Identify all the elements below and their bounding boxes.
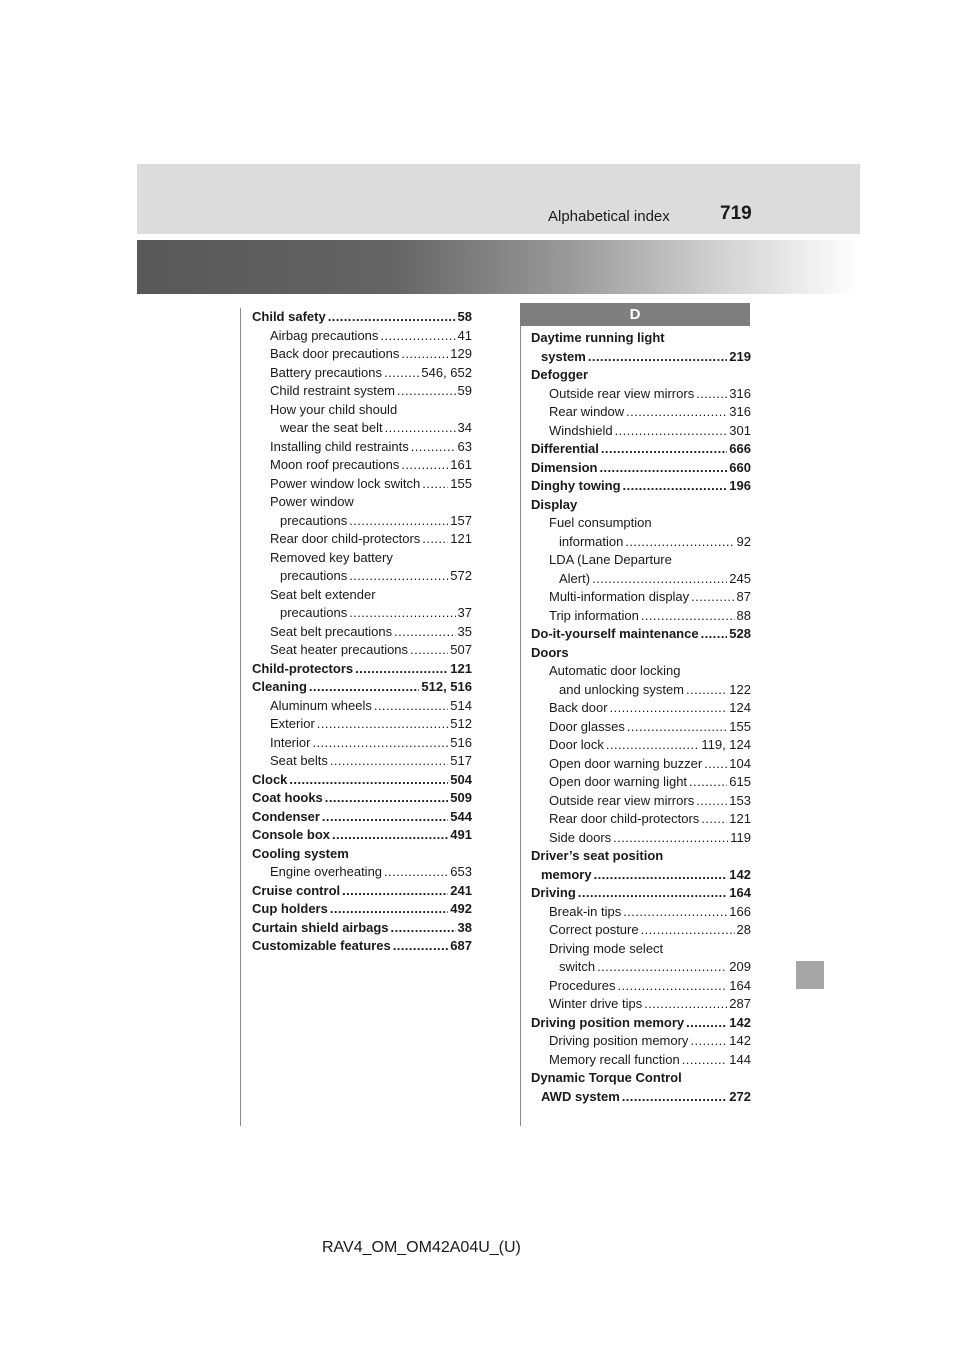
index-entry: [252, 845, 472, 864]
index-entry: [531, 570, 751, 589]
leader-dots: [689, 773, 727, 792]
index-term: Airbag precautions: [270, 327, 379, 343]
index-entry: [252, 604, 472, 623]
leader-dots: [289, 771, 448, 790]
index-page-ref: 122: [729, 681, 751, 697]
index-term: Open door warning light: [549, 774, 688, 789]
index-entry: [252, 641, 472, 660]
index-term: Driving mode select: [549, 940, 664, 956]
index-page-ref: 666: [729, 441, 751, 456]
index-entry: [531, 533, 751, 552]
index-entry: [252, 771, 472, 790]
index-entry: [252, 678, 472, 697]
index-page-ref: 155: [450, 475, 472, 491]
leader-dots: [617, 977, 727, 996]
index-term: Do-it-yourself maintenance: [531, 626, 699, 641]
index-entry: [531, 792, 751, 811]
index-page-ref: 121: [450, 531, 472, 546]
index-term: Clock: [252, 771, 288, 787]
index-term: Moon roof precautions: [270, 457, 400, 472]
leader-dots: [342, 882, 448, 901]
leader-dots: [325, 789, 449, 808]
leader-dots: [641, 607, 735, 626]
index-entry: [252, 549, 472, 568]
index-entry: [252, 660, 472, 679]
index-entry: [531, 625, 751, 644]
index-page-ref: 119, 124: [701, 737, 751, 752]
index-term: switch: [559, 959, 596, 974]
index-entry: [531, 940, 751, 959]
leader-dots: [704, 755, 727, 774]
leader-dots: [615, 422, 728, 441]
section-side-tab: [796, 961, 824, 989]
index-page-ref: 509: [450, 790, 472, 805]
index-entry: [252, 715, 472, 734]
index-page-ref: 166: [729, 903, 751, 919]
index-page-ref: 121: [729, 811, 751, 826]
index-entry: [252, 808, 472, 827]
index-entry: [531, 1069, 751, 1088]
index-entry: [252, 937, 472, 956]
index-page-ref: 514: [450, 697, 472, 713]
index-page-ref: 507: [450, 642, 472, 657]
index-term: Door lock: [549, 737, 604, 752]
index-entry: [252, 530, 472, 549]
index-entry: [531, 718, 751, 737]
index-term: Seat belt extender: [270, 586, 376, 602]
index-entry: [531, 810, 751, 829]
index-term: Battery precautions: [270, 364, 383, 380]
leader-dots: [411, 438, 456, 457]
index-page-ref: 59: [457, 383, 472, 398]
index-page-ref: 301: [729, 422, 751, 438]
index-page-ref: 272: [729, 1088, 751, 1104]
index-term: Outside rear view mirrors: [549, 792, 695, 808]
leader-dots: [592, 570, 727, 589]
index-term: LDA (Lane Departure: [549, 552, 672, 567]
index-page-ref: 157: [450, 512, 472, 528]
index-term: Dinghy towing: [531, 478, 621, 493]
leader-dots: [401, 345, 448, 364]
index-entry: [531, 348, 751, 367]
leader-dots: [401, 456, 448, 475]
index-entry: [252, 623, 472, 642]
index-page-ref: 119: [730, 829, 751, 845]
index-entry: [531, 662, 751, 681]
index-page-ref: 88: [736, 607, 751, 623]
index-page-ref: 516: [450, 734, 472, 750]
index-page-ref: 512: [450, 716, 472, 731]
index-entry: [252, 826, 472, 845]
leader-dots: [330, 752, 448, 771]
header-title: Alphabetical index: [548, 208, 670, 225]
leader-dots: [410, 641, 448, 660]
index-entry: [252, 475, 472, 494]
index-entry: [531, 514, 751, 533]
leader-dots: [380, 327, 455, 346]
index-page-ref: 615: [729, 774, 751, 789]
index-entry: [531, 1032, 751, 1051]
index-entry: [531, 921, 751, 940]
index-entry: [252, 345, 472, 364]
index-term: precautions: [280, 512, 348, 528]
index-term: and unlocking system: [559, 681, 685, 697]
leader-dots: [397, 382, 456, 401]
leader-dots: [332, 826, 448, 845]
index-term: Rear door child-protectors: [549, 811, 700, 826]
header-gradient-bar: [137, 240, 860, 294]
index-term: Console box: [252, 827, 331, 842]
index-term: Removed key battery: [270, 549, 393, 565]
index-term: Cruise control: [252, 882, 341, 898]
leader-dots: [317, 715, 449, 734]
index-term: Cup holders: [252, 901, 328, 916]
index-page-ref: 512, 516: [421, 679, 472, 694]
index-term: Child safety: [252, 309, 326, 324]
leader-dots: [606, 736, 699, 755]
index-entry: [531, 551, 751, 570]
index-page-ref: 155: [729, 718, 751, 734]
index-term: Automatic door locking: [549, 663, 681, 678]
leader-dots: [701, 810, 727, 829]
leader-dots: [597, 958, 727, 977]
index-page-ref: 124: [729, 700, 751, 715]
index-page-ref: 34: [457, 420, 472, 435]
index-term: memory: [541, 866, 592, 882]
index-term: Winter drive tips: [549, 996, 643, 1011]
index-page-ref: 316: [729, 404, 751, 419]
index-entry: [531, 755, 751, 774]
middle-column-rule: [520, 308, 521, 1126]
index-term: Trip information: [549, 607, 639, 623]
index-entry: [252, 456, 472, 475]
index-term: Door glasses: [549, 718, 625, 734]
leader-dots: [349, 567, 448, 586]
index-entry: [252, 900, 472, 919]
leader-dots: [588, 348, 727, 367]
index-page-ref: 660: [729, 459, 751, 475]
index-term: Rear window: [549, 404, 625, 419]
index-page-ref: 517: [450, 753, 472, 768]
index-page-ref: 492: [450, 901, 472, 916]
leader-dots: [309, 678, 419, 697]
index-entry: [252, 512, 472, 531]
leader-dots: [696, 385, 727, 404]
index-term: Customizable features: [252, 938, 391, 953]
index-entry: [252, 882, 472, 901]
index-term: Dynamic Torque Control: [531, 1070, 682, 1085]
leader-dots: [330, 900, 448, 919]
index-page-ref: 316: [729, 385, 751, 401]
index-term: Correct posture: [549, 922, 639, 937]
index-term: system: [541, 348, 586, 364]
index-term: Driver’s seat position: [531, 848, 664, 863]
index-term: Power window: [270, 494, 354, 509]
index-entry: [531, 459, 751, 478]
leader-dots: [626, 403, 727, 422]
leader-dots: [384, 364, 419, 383]
index-term: Seat belt precautions: [270, 623, 393, 639]
index-entry: [531, 681, 751, 700]
index-entry: [531, 477, 751, 496]
index-term: Multi-information display: [549, 589, 690, 604]
index-term: Procedures: [549, 977, 616, 993]
index-page-ref: 196: [729, 478, 751, 493]
index-page-ref: 245: [729, 570, 751, 586]
leader-dots: [393, 937, 449, 956]
index-page-ref: 528: [729, 626, 751, 641]
index-term: precautions: [280, 605, 348, 620]
index-entry: [531, 496, 751, 515]
index-page-ref: 38: [457, 919, 472, 935]
leader-dots: [623, 477, 728, 496]
index-term: Aluminum wheels: [270, 697, 372, 713]
index-page-ref: 142: [729, 1033, 751, 1048]
index-page-ref: 104: [729, 755, 751, 771]
index-page-ref: 687: [450, 938, 472, 953]
index-page-ref: 58: [457, 309, 472, 324]
index-page-ref: 161: [450, 457, 472, 472]
left-column-rule: [240, 308, 241, 1126]
index-entry: [531, 1088, 751, 1107]
index-page-ref: 87: [736, 589, 751, 604]
leader-dots: [349, 604, 455, 623]
index-entry: [531, 736, 751, 755]
index-entry: [252, 401, 472, 420]
index-term: Daytime running light: [531, 330, 665, 345]
index-entry: [531, 644, 751, 663]
index-entry: [531, 699, 751, 718]
index-term: Dimension: [531, 459, 598, 475]
index-entry: [252, 567, 472, 586]
index-page-ref: 287: [729, 996, 751, 1011]
index-term: Exterior: [270, 716, 315, 731]
index-term: information: [559, 533, 624, 549]
index-entry: [252, 752, 472, 771]
index-page-ref: 504: [450, 771, 472, 787]
leader-dots: [613, 829, 728, 848]
index-page-ref: 164: [729, 885, 751, 900]
leader-dots: [625, 533, 734, 552]
index-term: Installing child restraints: [270, 438, 409, 454]
index-term: Curtain shield airbags: [252, 919, 389, 935]
index-entry: [531, 884, 751, 903]
index-entry: [252, 382, 472, 401]
index-entry: [531, 607, 751, 626]
index-entry: [531, 385, 751, 404]
index-page-ref: 142: [729, 1014, 751, 1030]
index-term: Open door warning buzzer: [549, 755, 703, 771]
index-page-ref: 92: [736, 533, 751, 549]
leader-dots: [627, 718, 727, 737]
index-term: Windshield: [549, 422, 613, 438]
index-entry: [531, 995, 751, 1014]
leader-dots: [599, 459, 727, 478]
index-entry: [531, 588, 751, 607]
index-page-ref: 164: [729, 977, 751, 993]
index-entry: [531, 958, 751, 977]
leader-dots: [391, 919, 456, 938]
index-column-right: [531, 329, 751, 1106]
index-entry: [531, 366, 751, 385]
index-entry: [252, 697, 472, 716]
index-page-ref: 219: [729, 348, 751, 364]
leader-dots: [384, 863, 448, 882]
index-entry: [531, 773, 751, 792]
index-term: Defogger: [531, 367, 589, 382]
leader-dots: [601, 440, 727, 459]
index-term: Condenser: [252, 808, 320, 824]
index-term: Differential: [531, 441, 599, 456]
index-page-ref: 491: [450, 827, 472, 842]
index-term: Child restraint system: [270, 383, 395, 398]
index-entry: [252, 308, 472, 327]
index-entry: [531, 422, 751, 441]
index-column-left: [252, 308, 472, 956]
index-term: Back door: [549, 700, 608, 715]
index-entry: [531, 829, 751, 848]
index-entry: [531, 903, 751, 922]
index-entry: [252, 419, 472, 438]
index-page-ref: 41: [457, 327, 472, 343]
leader-dots: [701, 625, 728, 644]
index-term: Alert): [559, 570, 591, 586]
index-entry: [531, 440, 751, 459]
index-entry: [252, 586, 472, 605]
index-page-ref: 653: [450, 864, 472, 879]
index-term: precautions: [280, 568, 348, 583]
page-number: 719: [720, 203, 752, 224]
index-term: Driving position memory: [549, 1033, 689, 1048]
leader-dots: [623, 903, 727, 922]
index-term: Display: [531, 496, 578, 512]
index-page-ref: 572: [450, 568, 472, 583]
index-page-ref: 544: [450, 808, 472, 824]
leader-dots: [312, 734, 448, 753]
index-term: Power window lock switch: [270, 475, 421, 491]
index-entry: [531, 329, 751, 348]
index-term: Interior: [270, 734, 311, 750]
leader-dots: [322, 808, 448, 827]
index-entry: [252, 734, 472, 753]
leader-dots: [422, 475, 448, 494]
index-entry: [252, 327, 472, 346]
index-page-ref: 121: [450, 660, 472, 676]
index-page-ref: 142: [729, 866, 751, 882]
leader-dots: [594, 866, 728, 885]
index-entry: [531, 403, 751, 422]
index-page-ref: 35: [457, 623, 472, 639]
index-page-ref: 546, 652: [421, 364, 472, 380]
leader-dots: [682, 1051, 728, 1070]
leader-dots: [690, 1032, 727, 1051]
index-page-ref: 37: [457, 605, 472, 620]
index-term: Driving position memory: [531, 1014, 685, 1030]
index-term: Rear door child-protectors: [270, 531, 421, 546]
index-page-ref: 209: [729, 959, 751, 974]
leader-dots: [691, 588, 734, 607]
index-term: Driving: [531, 885, 576, 900]
index-entry: [531, 1051, 751, 1070]
leader-dots: [686, 681, 727, 700]
index-page-ref: 28: [736, 922, 751, 937]
leader-dots: [349, 512, 448, 531]
index-term: wear the seat belt: [280, 420, 383, 435]
index-entry: [252, 438, 472, 457]
index-term: Break-in tips: [549, 903, 622, 919]
leader-dots: [686, 1014, 727, 1033]
section-letter-header: D: [520, 303, 750, 326]
leader-dots: [385, 419, 456, 438]
index-entry: [531, 866, 751, 885]
leader-dots: [696, 792, 727, 811]
leader-dots: [644, 995, 727, 1014]
document-code: RAV4_OM_OM42A04U_(U): [322, 1239, 521, 1256]
index-term: Side doors: [549, 829, 612, 845]
index-term: Seat heater precautions: [270, 642, 409, 657]
index-term: Seat belts: [270, 753, 328, 768]
index-page-ref: 129: [450, 346, 472, 361]
index-entry: [531, 847, 751, 866]
leader-dots: [622, 1088, 728, 1107]
index-entry: [252, 364, 472, 383]
leader-dots: [328, 308, 456, 327]
index-entry: [531, 1014, 751, 1033]
leader-dots: [578, 884, 728, 903]
leader-dots: [610, 699, 728, 718]
index-entry: [531, 977, 751, 996]
index-term: Back door precautions: [270, 346, 400, 361]
index-term: Coat hooks: [252, 790, 323, 805]
index-term: Cooling system: [252, 845, 349, 861]
leader-dots: [394, 623, 455, 642]
index-entry: [252, 863, 472, 882]
index-page-ref: 153: [729, 792, 751, 808]
index-term: Child-protectors: [252, 660, 354, 676]
index-entry: [252, 789, 472, 808]
index-term: Outside rear view mirrors: [549, 385, 695, 401]
leader-dots: [355, 660, 448, 679]
index-page-ref: 144: [729, 1051, 751, 1067]
index-term: Cleaning: [252, 679, 307, 694]
index-term: AWD system: [541, 1088, 620, 1104]
index-term: Fuel consumption: [549, 515, 652, 530]
index-term: Doors: [531, 644, 569, 660]
index-page-ref: 241: [450, 882, 472, 898]
leader-dots: [422, 530, 448, 549]
index-entry: [252, 493, 472, 512]
index-term: Engine overheating: [270, 864, 383, 879]
index-term: How your child should: [270, 401, 398, 417]
leader-dots: [374, 697, 448, 716]
index-entry: [252, 919, 472, 938]
index-term: Memory recall function: [549, 1051, 680, 1067]
index-page-ref: 63: [457, 438, 472, 454]
leader-dots: [641, 921, 735, 940]
